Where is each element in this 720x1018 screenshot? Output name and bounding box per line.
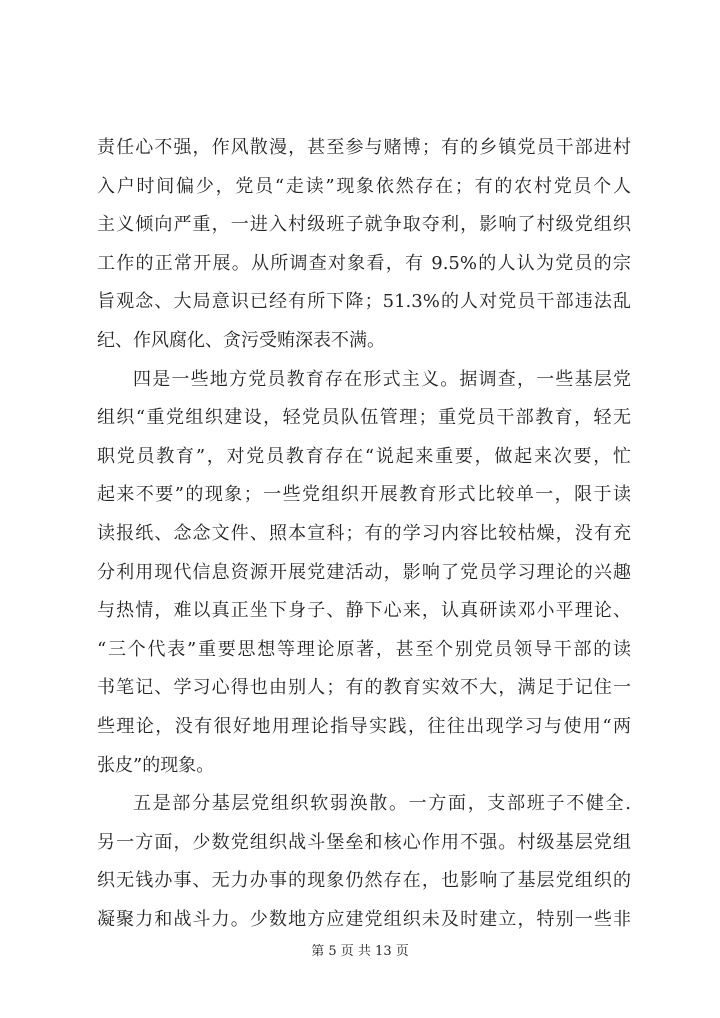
text-line: 五是部分基层党组织软弱涣散。一方面，支部班子不健全. [133,793,631,815]
text-line: 组织“重党组织建设，轻党员队伍管理；重党员干部教育，轻无 [97,407,631,429]
text-line: 与热情，难以真正坐下身子、静下心来，认真研读邓小平理论、 [97,600,631,622]
text-line: 旨观念、大局意识已经有所下降；51.3%的人对党员干部违法乱 [97,291,631,313]
text-line: 入户时间偏少，党员“走读”现象依然存在；有的农村党员个人 [97,175,631,197]
text-line: 起来不要”的现象；一些党组织开展教育形式比较单一，限于读 [97,484,631,506]
text-line: 分利用现代信息资源开展党建活动，影响了党员学习理论的兴趣 [97,561,631,583]
paragraph [97,785,631,939]
text-line: “三个代表”重要思想等理论原著，甚至个别党员领导干部的读 [97,638,631,660]
text-line: 凝聚力和战斗力。少数地方应建党组织未及时建立，特别一些非 [97,908,631,930]
text-line: 工作的正常开展。从所调查对象看，有 9.5%的人认为党员的宗 [97,252,631,274]
page-footer: 第 5 页 共 13 页 [311,944,409,959]
text-line: 职党员教育”，对党员教育存在“说起来重要，做起来次要，忙 [97,445,631,467]
paragraph [97,361,631,786]
text-line: 织无钱办事、无力办事的现象仍然存在，也影响了基层党组织的 [97,870,631,892]
text-line: 书笔记、学习心得也由别人；有的教育实效不大，满足于记住一 [97,677,631,699]
document-body [97,129,631,939]
paragraph [97,129,631,361]
text-line: 四是一些地方党员教育存在形式主义。据调查，一些基层党 [133,368,631,390]
text-line: 另一方面，少数党组织战斗堡垒和核心作用不强。村级基层党组 [97,831,631,853]
text-line: 主义倾向严重，一进入村级班子就争取夺利，影响了村级党组织 [97,214,631,236]
text-line: 责任心不强，作风散漫，甚至参与赌博；有的乡镇党员干部进村 [97,137,631,158]
text-line: 些理论，没有很好地用理论指导实践，往往出现学习与使用“两 [97,715,631,737]
text-line: 纪、作风腐化、贪污受贿深表不满。 [97,329,385,351]
text-line: 张皮”的现象。 [97,754,215,776]
text-line: 读报纸、念念文件、照本宣科；有的学习内容比较枯燥，没有充 [97,522,631,544]
